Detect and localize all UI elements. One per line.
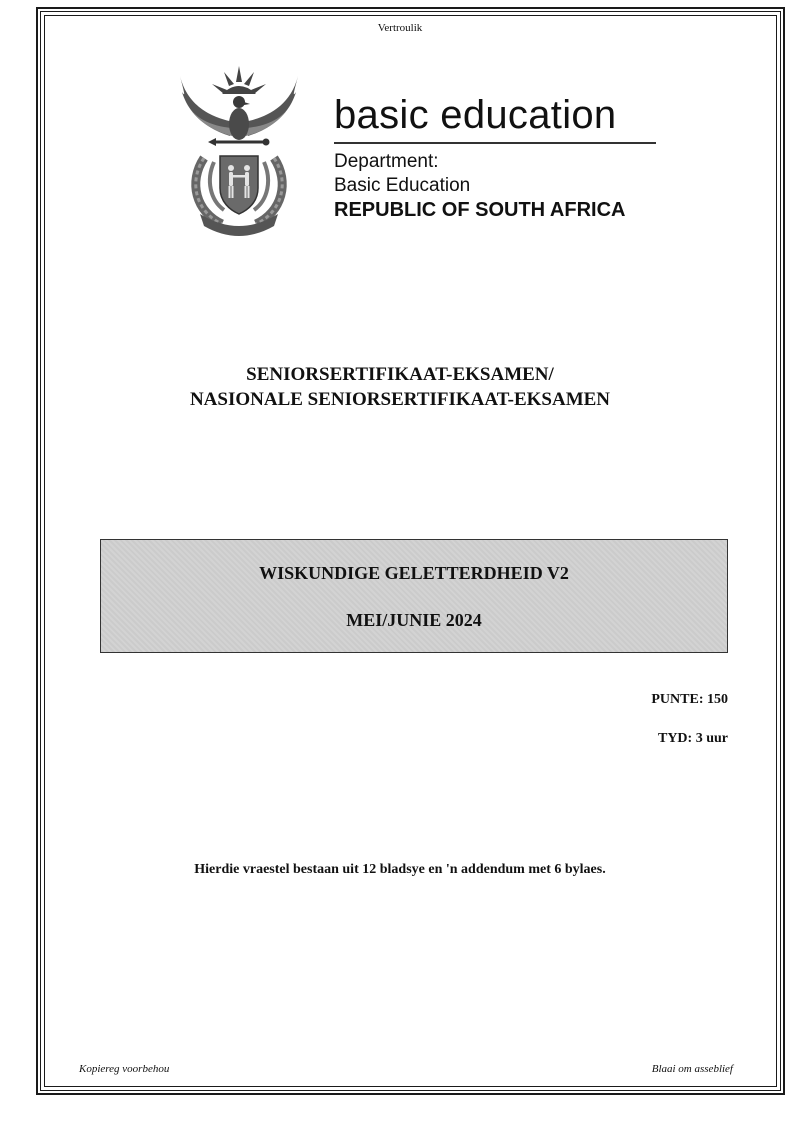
footer-copyright: Kopiereg voorbehou: [79, 1063, 170, 1075]
brand-title: basic education: [334, 93, 617, 137]
brand-divider: [334, 142, 656, 144]
brand-block: [334, 92, 664, 222]
exam-session: MEI/JUNIE 2024: [346, 610, 482, 630]
exam-duration: TYD: 3 uur: [657, 731, 728, 746]
subject-box: [100, 539, 728, 653]
brand-department-name: Basic Education: [334, 175, 471, 196]
exam-title-line-1: SENIORSERTIFIKAAT-EKSAMEN/: [246, 364, 554, 385]
subject-name: WISKUNDIGE GELETTERDHEID V2: [259, 563, 569, 583]
confidential-label: Vertroulik: [377, 22, 423, 34]
exam-title: [0, 362, 800, 412]
pages-info: Hierdie vraestel bestaan uit 12 bladsye en 'n addendum met 6 bylaes.: [194, 862, 606, 877]
brand-country: REPUBLIC OF SOUTH AFRICA: [334, 199, 626, 221]
exam-title-line-2: NASIONALE SENIORSERTIFIKAAT-EKSAMEN: [189, 389, 611, 410]
brand-department: Department:: [334, 151, 439, 172]
footer-turn-over: Blaai om asseblief: [651, 1063, 733, 1075]
coat-of-arms-icon: [174, 62, 304, 236]
total-marks: PUNTE: 150: [651, 692, 728, 707]
